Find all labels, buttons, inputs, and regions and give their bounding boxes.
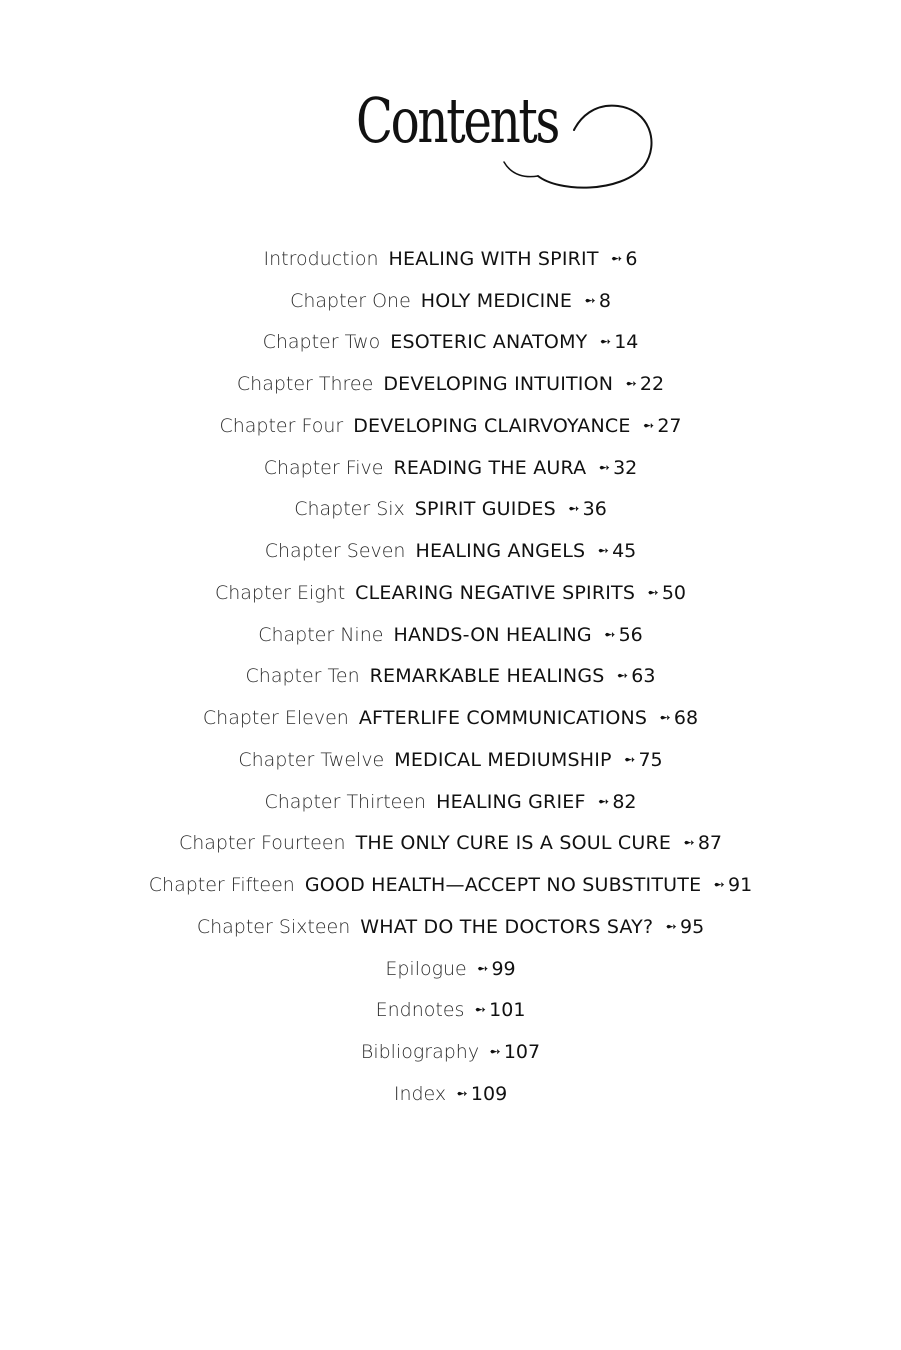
toc-entry-page-number: 63 bbox=[631, 665, 656, 688]
toc-entry[interactable] bbox=[0, 656, 901, 698]
toc-entry-page-number: 22 bbox=[639, 373, 665, 396]
arrow-icon: ➻ bbox=[647, 584, 659, 601]
toc-entry[interactable] bbox=[0, 405, 901, 447]
toc-entry-title: SPIRIT GUIDES bbox=[414, 498, 556, 521]
toc-entry-title: MEDICAL MEDIUMSHIP bbox=[394, 748, 612, 771]
toc-entry-page-number: 109 bbox=[470, 1082, 508, 1105]
toc-entry[interactable] bbox=[0, 823, 901, 865]
page-title: Contents bbox=[356, 84, 558, 157]
toc-entry[interactable] bbox=[0, 739, 901, 781]
toc-entry-label: Chapter Three bbox=[236, 373, 374, 396]
toc-entry-title: THE ONLY CURE IS A SOUL CURE bbox=[355, 832, 672, 855]
arrow-icon: ➻ bbox=[603, 626, 616, 643]
toc-entry-label: Endnotes bbox=[375, 999, 465, 1022]
toc-entry-label: Chapter Eight bbox=[214, 581, 346, 604]
toc-entry-page-number: 8 bbox=[598, 289, 611, 312]
toc-entry-title: HEALING GRIEF bbox=[436, 790, 586, 813]
arrow-icon: ➻ bbox=[665, 918, 677, 935]
toc-entry-title: READING THE AURA bbox=[393, 456, 587, 479]
toc-entry[interactable] bbox=[0, 280, 901, 322]
arrow-icon: ➻ bbox=[597, 793, 610, 810]
toc-entry[interactable] bbox=[0, 238, 901, 280]
toc-entry-page-number: 27 bbox=[657, 414, 682, 437]
arrow-icon: ➻ bbox=[597, 543, 610, 560]
contents-heading bbox=[0, 84, 901, 188]
toc-entry-label: Chapter Eleven bbox=[202, 707, 349, 730]
toc-entry[interactable] bbox=[0, 572, 901, 614]
toc-entry[interactable] bbox=[0, 948, 901, 990]
toc-entry[interactable] bbox=[0, 1073, 901, 1115]
toc-entry-title: DEVELOPING INTUITION bbox=[383, 373, 614, 396]
arrow-icon: ➻ bbox=[489, 1044, 501, 1061]
toc-entry-label: Chapter Sixteen bbox=[196, 915, 351, 938]
toc-entry-title: CLEARING NEGATIVE SPIRITS bbox=[355, 581, 636, 604]
toc-entry-page-number: 87 bbox=[697, 832, 723, 855]
toc-entry-label: Chapter Seven bbox=[264, 540, 406, 563]
toc-entry-page-number: 68 bbox=[673, 707, 699, 730]
toc-entry-label: Chapter Twelve bbox=[238, 748, 385, 771]
toc-entry-title: HOLY MEDICINE bbox=[420, 289, 573, 312]
arrow-icon: ➻ bbox=[616, 668, 629, 685]
toc-entry-page-number: 107 bbox=[503, 1041, 541, 1064]
toc-entry-title: ESOTERIC ANATOMY bbox=[390, 331, 588, 354]
arrow-icon: ➻ bbox=[659, 710, 671, 727]
toc-entry-page-number: 45 bbox=[612, 540, 637, 563]
toc-entry[interactable] bbox=[0, 781, 901, 823]
toc-entry-page-number: 75 bbox=[638, 748, 663, 771]
arrow-icon: ➻ bbox=[623, 751, 636, 768]
toc-entry[interactable] bbox=[0, 322, 901, 364]
arrow-icon: ➻ bbox=[456, 1085, 468, 1102]
toc-entry[interactable] bbox=[0, 864, 901, 906]
toc-entry-page-number: 36 bbox=[582, 498, 607, 521]
toc-entry-page-number: 91 bbox=[728, 874, 753, 897]
toc-entry[interactable] bbox=[0, 697, 901, 739]
toc-entry-label: Chapter Fourteen bbox=[178, 832, 346, 855]
toc-entry-label: Chapter Five bbox=[263, 456, 384, 479]
arrow-icon: ➻ bbox=[598, 459, 611, 476]
arrow-icon: ➻ bbox=[625, 376, 637, 393]
toc-entry-title: DEVELOPING CLAIRVOYANCE bbox=[353, 414, 631, 437]
arrow-icon: ➻ bbox=[713, 877, 726, 894]
toc-entry-title: GOOD HEALTH—ACCEPT NO SUBSTITUTE bbox=[304, 874, 702, 897]
toc-entry-title: REMARKABLE HEALINGS bbox=[369, 665, 605, 688]
toc-entry-label: Chapter Ten bbox=[245, 665, 360, 688]
toc-entry-label: Chapter Two bbox=[262, 331, 381, 354]
toc-entry-label: Introduction bbox=[263, 247, 379, 270]
toc-entry[interactable] bbox=[0, 1031, 901, 1073]
toc-entry-page-number: 14 bbox=[614, 331, 639, 354]
toc-entry-label: Chapter Four bbox=[219, 414, 344, 437]
toc-entry-label: Chapter Thirteen bbox=[264, 790, 427, 813]
toc-entry-page-number: 95 bbox=[679, 915, 705, 938]
toc-entry-title: AFTERLIFE COMMUNICATIONS bbox=[358, 707, 648, 730]
toc-entry-page-number: 101 bbox=[489, 999, 526, 1022]
toc-entry-label: Index bbox=[393, 1082, 447, 1105]
toc-entry-title: WHAT DO THE DOCTORS SAY? bbox=[360, 915, 654, 938]
toc-entry-label: Epilogue bbox=[385, 957, 467, 980]
toc-entry-label: Bibliography bbox=[360, 1041, 480, 1064]
toc-entry-page-number: 6 bbox=[625, 247, 638, 270]
arrow-icon: ➻ bbox=[476, 960, 489, 977]
arrow-icon: ➻ bbox=[683, 835, 695, 852]
arrow-icon: ➻ bbox=[599, 334, 612, 351]
toc-entry-label: Chapter One bbox=[290, 289, 411, 312]
toc-entry-title: HANDS-ON HEALING bbox=[393, 623, 592, 646]
toc-entry[interactable] bbox=[0, 489, 901, 531]
toc-entry[interactable] bbox=[0, 363, 901, 405]
toc-entry-label: Chapter Fifteen bbox=[148, 874, 295, 897]
toc-entry[interactable] bbox=[0, 906, 901, 948]
toc-entry[interactable] bbox=[0, 614, 901, 656]
swash-flourish-icon bbox=[500, 96, 660, 192]
toc-entry-title: HEALING ANGELS bbox=[415, 540, 586, 563]
arrow-icon: ➻ bbox=[474, 1002, 487, 1019]
toc-entry-page-number: 99 bbox=[491, 957, 516, 980]
arrow-icon: ➻ bbox=[567, 501, 580, 518]
arrow-icon: ➻ bbox=[642, 417, 655, 434]
toc-entry[interactable] bbox=[0, 990, 901, 1032]
toc-entry-page-number: 82 bbox=[612, 790, 637, 813]
toc-entry[interactable] bbox=[0, 447, 901, 489]
arrow-icon: ➻ bbox=[610, 250, 623, 267]
toc-entry-label: Chapter Nine bbox=[258, 623, 384, 646]
arrow-icon: ➻ bbox=[584, 292, 596, 309]
toc-entry-label: Chapter Six bbox=[294, 498, 405, 521]
toc-entry-page-number: 50 bbox=[661, 581, 687, 604]
table-of-contents bbox=[0, 238, 901, 1115]
toc-entry[interactable] bbox=[0, 530, 901, 572]
toc-entry-title: HEALING WITH SPIRIT bbox=[388, 247, 599, 270]
toc-entry-page-number: 32 bbox=[613, 456, 638, 479]
toc-entry-page-number: 56 bbox=[618, 623, 643, 646]
